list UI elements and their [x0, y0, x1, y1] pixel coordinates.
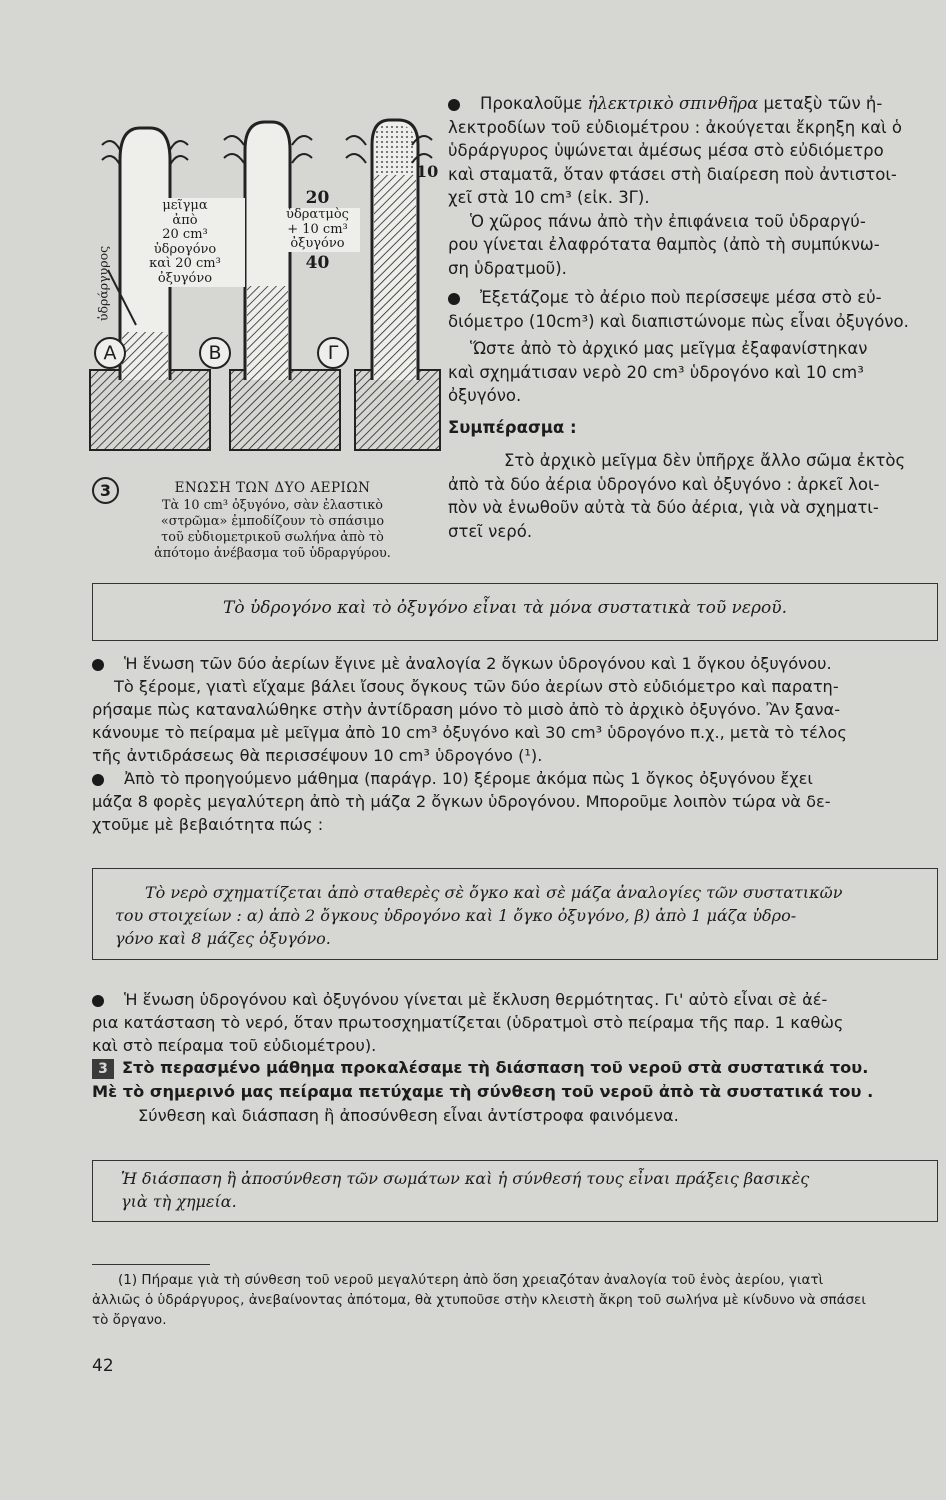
figure-number: 3 — [99, 481, 112, 500]
mass-line: χτοῦμε μὲ βεβαιότητα πώς : — [92, 815, 324, 834]
footnote-line: ἀλλιῶς ὁ ὑδράργυρος, ἀνεβαίνοντας ἀπότομα, θὰ χτυποῦσε στὴν κλειστὴ ἄκρη τοῦ σωλήνα μὲ κίνδυνο νὰ σπάσει — [92, 1292, 866, 1308]
bullet-icon — [92, 659, 104, 671]
tube-a-label — [125, 198, 245, 287]
tube-a-line: ὑδρογόνο — [153, 241, 217, 257]
spark-line: καὶ σταματᾶ, ὅταν φτάσει στὴ διαίρεση ποὺ ἀντιστοι- — [448, 164, 897, 184]
tube-b-mark-40: 40 — [305, 252, 330, 273]
figure-number-circle — [92, 477, 119, 504]
label-a: Α — [103, 342, 117, 364]
vapour-line: Ὁ χῶρος πάνω ἀπὸ τὴν ἐπιφάνεια τοῦ ὑδραργύ- — [470, 211, 866, 231]
highlight-box-law — [92, 868, 938, 960]
footnote-line: (1) Πήραμε γιὰ τὴ σύνθεση τοῦ νεροῦ μεγαλύτερη ἀπὸ ὅση χρειαζόταν ἀναλογία τοῦ ἑνὸς ἀερίου, γιατὶ — [118, 1272, 824, 1288]
spark-line: χεῖ στὰ 10 cm³ (εἰκ. 3Γ). — [448, 188, 650, 207]
vapour-line: ρου γίνεται ἐλαφρότατα θαμπὸς (ἀπὸ τὴ συμπύκνω- — [448, 235, 880, 254]
page-number: 42 — [92, 1356, 114, 1376]
box-law-line: του στοιχείων : α) ἀπὸ 2 ὄγκους ὑδρογόνο καὶ 1 ὄγκο ὀξυγόνο, β) ἀπὸ 1 μάζα ὑδρο- — [115, 906, 797, 925]
conclusion-heading: Συμπέρασμα : — [448, 417, 577, 437]
section-number: 3 — [98, 1060, 108, 1077]
caption-line: τοῦ εὐδιομετρικοῦ σωλήνα ἀπὸ τὸ — [161, 530, 384, 545]
highlight-box-chemistry — [92, 1160, 938, 1222]
heat-line: Ἡ ἕνωση ὑδρογόνου καὶ ὀξυγόνου γίνεται μὲ ἔκλυση θερμότητας. Γι' αὐτὸ εἶναι σὲ ἀέ- — [124, 990, 828, 1009]
result-line: καὶ σχημάτισαν νερὸ 20 cm³ ὑδρογόνο καὶ 10 cm³ — [448, 362, 864, 382]
footnote-rule — [92, 1264, 210, 1265]
paragraph-oxygen-test — [448, 286, 938, 333]
conclusion-line: στεῖ νερό. — [448, 521, 533, 541]
eudiometer-figure — [80, 100, 450, 480]
caption-line: ἀπότομο ἀνέβασμα τοῦ ὑδραργύρου. — [154, 546, 391, 561]
tube-b-line: ὀξυγόνο — [275, 237, 360, 252]
section-bold-line: Μὲ τὸ σημερινό μας πείραμα πετύχαμε τὴ σύνθεση τοῦ νεροῦ ἀπὸ τὰ συστατικά του . — [92, 1082, 874, 1101]
tube-a-line: ὀξυγόνο — [157, 270, 213, 286]
tube-b-line: ὑδρατμὸς — [275, 208, 360, 223]
spark-line: λεκτροδίων τοῦ εὐδιομέτρου : ἀκούγεται ἔκρηξη καὶ ὁ — [448, 117, 903, 137]
heat-paragraph — [92, 988, 942, 1057]
paragraph-spark — [448, 92, 938, 210]
mass-line: Ἀπὸ τὸ προηγούμενο μάθημα (παράγρ. 10) ξέρομε ἀκόμα πὼς 1 ὄγκος ὀξυγόνου ἔχει — [124, 769, 813, 788]
heat-line: ρια κατάσταση τὸ νερό, ὅταν πρωτοσχηματίζεται (ὑδρατμοὶ στὸ πείραμα τῆς παρ. 1 καθὼς — [92, 1013, 844, 1032]
oxygen-test-line: διόμετρο (10cm³) καὶ διαπιστώνομε πὼς εἶναι ὀξυγόνο. — [448, 311, 909, 331]
tube-b-label — [275, 188, 360, 274]
section-plain-line: Σύνθεση καὶ διάσπαση ἢ ἀποσύνθεση εἶναι ἀντίστροφα φαινόμενα. — [138, 1106, 679, 1125]
spark-line: ὑδράργυρος ὑψώνεται ἀμέσως μέσα στὸ εὐδιόμετρο — [448, 141, 884, 160]
section-number-badge — [92, 1059, 114, 1079]
bullet-icon — [448, 99, 460, 111]
paragraph-vapour — [448, 210, 938, 281]
ratio-explain-line: ρήσαμε πὼς καταναλώθηκε στὴν ἀντίδραση μόνο τὸ μισὸ ἀπὸ τὸ ἀρχικὸ ὀξυγόνο. Ἂν ξανα- — [92, 700, 841, 719]
spark-prefix: Προκαλοῦμε — [480, 94, 583, 113]
tube-a-line: 20 cm³ — [162, 227, 208, 242]
result-line: Ὥστε ἀπὸ τὸ ἀρχικό μας μεῖγμα ἐξαφανίστηκαν — [470, 339, 868, 358]
main-text — [92, 652, 942, 836]
spark-line: μεταξὺ τῶν ἠ- — [763, 94, 883, 113]
heat-line: καὶ στὸ πείραμα τοῦ εὐδιομέτρου). — [92, 1036, 377, 1055]
ratio-explain-line: κάνουμε τὸ πείραμα μὲ μεῖγμα ἀπὸ 10 cm³ ὀξυγόνο καὶ 30 cm³ ὑδρογόνο π.χ., μετὰ τὸ τέλος — [92, 723, 847, 742]
bullet-icon — [448, 293, 460, 305]
section-bold-line: Στὸ περασμένο μάθημα προκαλέσαμε τὴ διάσπαση τοῦ νεροῦ στὰ συστατικά του. — [122, 1058, 869, 1077]
label-b: Β — [208, 342, 222, 364]
bullet-icon — [92, 995, 104, 1007]
figure-caption — [130, 480, 415, 562]
section-3 — [92, 1056, 942, 1128]
box-chemistry-line: γιὰ τὴ χημεία. — [121, 1192, 237, 1211]
caption-title: ΕΝΩΣΗ ΤΩΝ ΔΥΟ ΑΕΡΙΩΝ — [174, 480, 371, 496]
bullet-icon — [92, 774, 104, 786]
oxygen-test-line: Ἐξετάζομε τὸ ἀέριο ποὺ περίσσεψε μέσα στὸ εὐ- — [480, 288, 882, 307]
tube-a-line: ἀπὸ — [172, 212, 198, 228]
conclusion-line: Στὸ ἀρχικὸ μεῖγμα δὲν ὑπῆρχε ἄλλο σῶμα ἐκτὸς — [504, 451, 906, 470]
tube-b-mark-20: 20 — [305, 188, 330, 208]
paragraph-result — [448, 337, 938, 408]
box-chemistry-text — [121, 1167, 809, 1213]
paragraph-conclusion — [448, 449, 938, 543]
tube-c-mark: 10 — [416, 162, 439, 181]
footnote — [92, 1270, 942, 1330]
ratio-explain-line: τῆς ἀντιδράσεως θὰ περισσέψουν 10 cm³ ὑδρογόνο (¹). — [92, 746, 543, 765]
ratio-sentence: Ἡ ἕνωση τῶν δύο ἀερίων ἔγινε μὲ ἀναλογία 2 ὄγκων ὑδρογόνου καὶ 1 ὄγκου ὀξυγόνου. — [124, 654, 832, 673]
ratio-explain-line: Τὸ ξέρομε, γιατὶ εἴχαμε βάλει ἴσους ὄγκους τῶν δύο ἀερίων στὸ εὐδιόμετρο καὶ παρατη- — [114, 677, 839, 696]
caption-line: Τὰ 10 cm³ ὀξυγόνο, σὰν ἐλαστικὸ — [162, 498, 383, 513]
box-law-text — [115, 881, 842, 950]
tube-a-line: καὶ 20 cm³ — [149, 256, 221, 271]
label-c: Γ — [327, 342, 339, 364]
right-column — [448, 92, 938, 543]
conclusion-line: πὸν νὰ ἑνωθοῦν αὐτὰ τὰ δύο ἀέρια, γιὰ νὰ σχηματι- — [448, 498, 879, 517]
mass-line: μάζα 8 φορὲς μεγαλύτερη ἀπὸ τὴ μάζα 2 ὄγκων ὑδρογόνου. Μποροῦμε λοιπὸν τώρα νὰ δε- — [92, 792, 831, 811]
box-components-text: Τὸ ὑδρογόνο καὶ τὸ ὀξυγόνο εἶναι τὰ μόνα συστατικὰ τοῦ νεροῦ. — [223, 598, 787, 618]
tube-b-line: + 10 cm³ — [275, 223, 360, 238]
box-law-line: Τὸ νερὸ σχηματίζεται ἀπὸ σταθερὲς σὲ ὄγκο καὶ σὲ μάζα ἀναλογίες τῶν συστατικῶν — [145, 883, 843, 902]
footnote-line: τὸ ὄργανο. — [92, 1312, 167, 1328]
eudiometer-drawing — [80, 100, 450, 480]
conclusion-line: ἀπὸ τὰ δύο ἀέρια ὑδρογόνο καὶ ὀξυγόνο : ἀρκεῖ λοι- — [448, 474, 880, 494]
result-line: ὀξυγόνο. — [448, 386, 522, 405]
spark-italic: ἠλεκτρικὸ σπινθῆρα — [587, 94, 759, 113]
highlight-box-components — [92, 583, 938, 641]
mercury-side-label: ὑδράργυρος — [95, 245, 111, 322]
vapour-line: ση ὑδρατμοῦ). — [448, 258, 567, 278]
tube-a-line: μεῖγμα — [162, 198, 208, 213]
box-chemistry-line: Ἡ διάσπαση ἢ ἀποσύνθεση τῶν σωμάτων καὶ ἡ σύνθεσή τους εἶναι πράξεις βασικὲς — [121, 1169, 810, 1188]
box-law-line: γόνο καὶ 8 μάζες ὀξυγόνο. — [115, 929, 331, 948]
caption-line: «στρῶμα» ἐμποδίζουν τὸ σπάσιμο — [160, 514, 385, 529]
